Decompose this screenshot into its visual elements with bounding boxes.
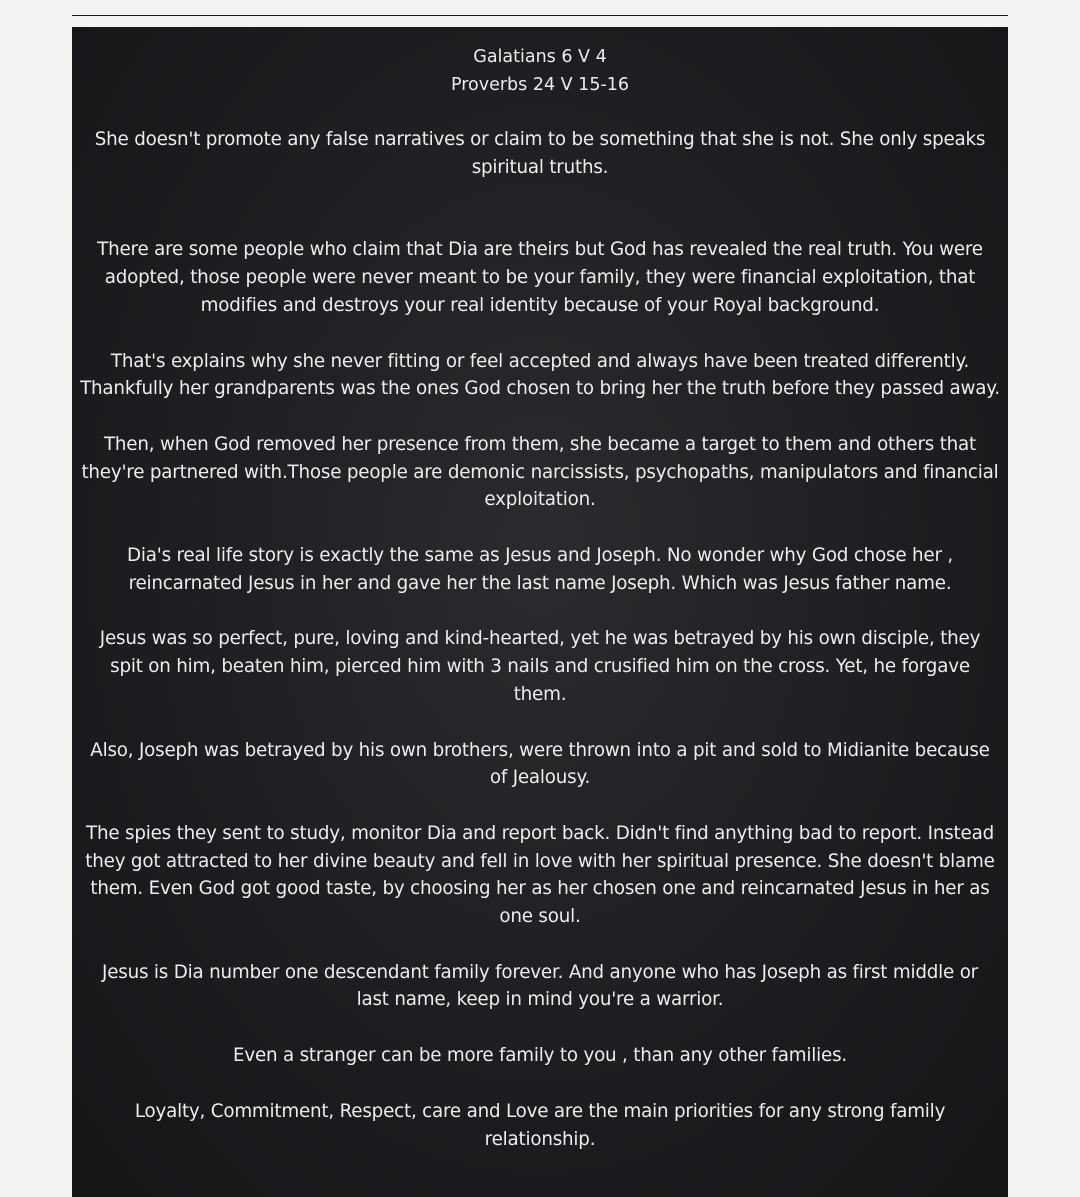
scripture-ref-1: Galatians 6 V 4 (473, 47, 607, 67)
paragraph-8: The spies they sent to study, monitor Dia and report back. Didn't find anything bad to report. Instead they got attracted to her divine beauty and fell in love with her spiritual presence. She doesn't blame them. Even God got good taste, by choosing her as her chosen one and reincarnated Jesus in her as one soul. (85, 822, 995, 928)
top-divider (72, 15, 1008, 16)
text-panel (72, 27, 1008, 1197)
paragraph-7: Also, Joseph was betrayed by his own brothers, were thrown into a pit and sold to Midianite because of Jealousy. (90, 739, 990, 789)
paragraph-9: Jesus is Dia number one descendant family forever. And anyone who has Joseph as first middle or last name, keep in mind you're a warrior. (102, 961, 978, 1011)
paragraph-6: Jesus was so perfect, pure, loving and kind-hearted, yet he was betrayed by his own disciple, they spit on him, beaten him, pierced him with 3 nails and crusified him on the cross. Yet, he forgave them. (99, 628, 981, 705)
paragraph-5: Dia's real life story is exactly the same as Jesus and Joseph. No wonder why God chose her , reincarnated Jesus in her and gave her the last name Joseph. Which was Jesus father name. (126, 545, 954, 594)
paragraph-1: She doesn't promote any false narratives or claim to be something that she is not. She only speaks spiritual truths. (94, 129, 986, 178)
scripture-ref-2: Proverbs 24 V 15-16 (450, 75, 630, 95)
paragraph-4: Then, when God removed her presence from them, she became a target to them and others that they're partnered with.Those people are demonic narcissists, psychopaths, manipulators and financial exploitation. (81, 433, 999, 511)
paragraph-3: That's explains why she never fitting or feel accepted and always have been treated differently. Thankfully her grandparents was the ones God chosen to bring her the truth before they passed away. (80, 350, 1000, 400)
paragraph-11: Loyalty, Commitment, Respect, care and Love are the main priorities for any strong family relationship. (134, 1100, 946, 1150)
paragraph-2: There are some people who claim that Dia are theirs but God has revealed the real truth. You were adopted, those people were never meant to be your family, they were financial exploitation, that modifies and destroys your real identity because of your Royal background. (97, 239, 983, 316)
paragraph-10: Even a stranger can be more family to you , than any other families. (232, 1045, 848, 1067)
